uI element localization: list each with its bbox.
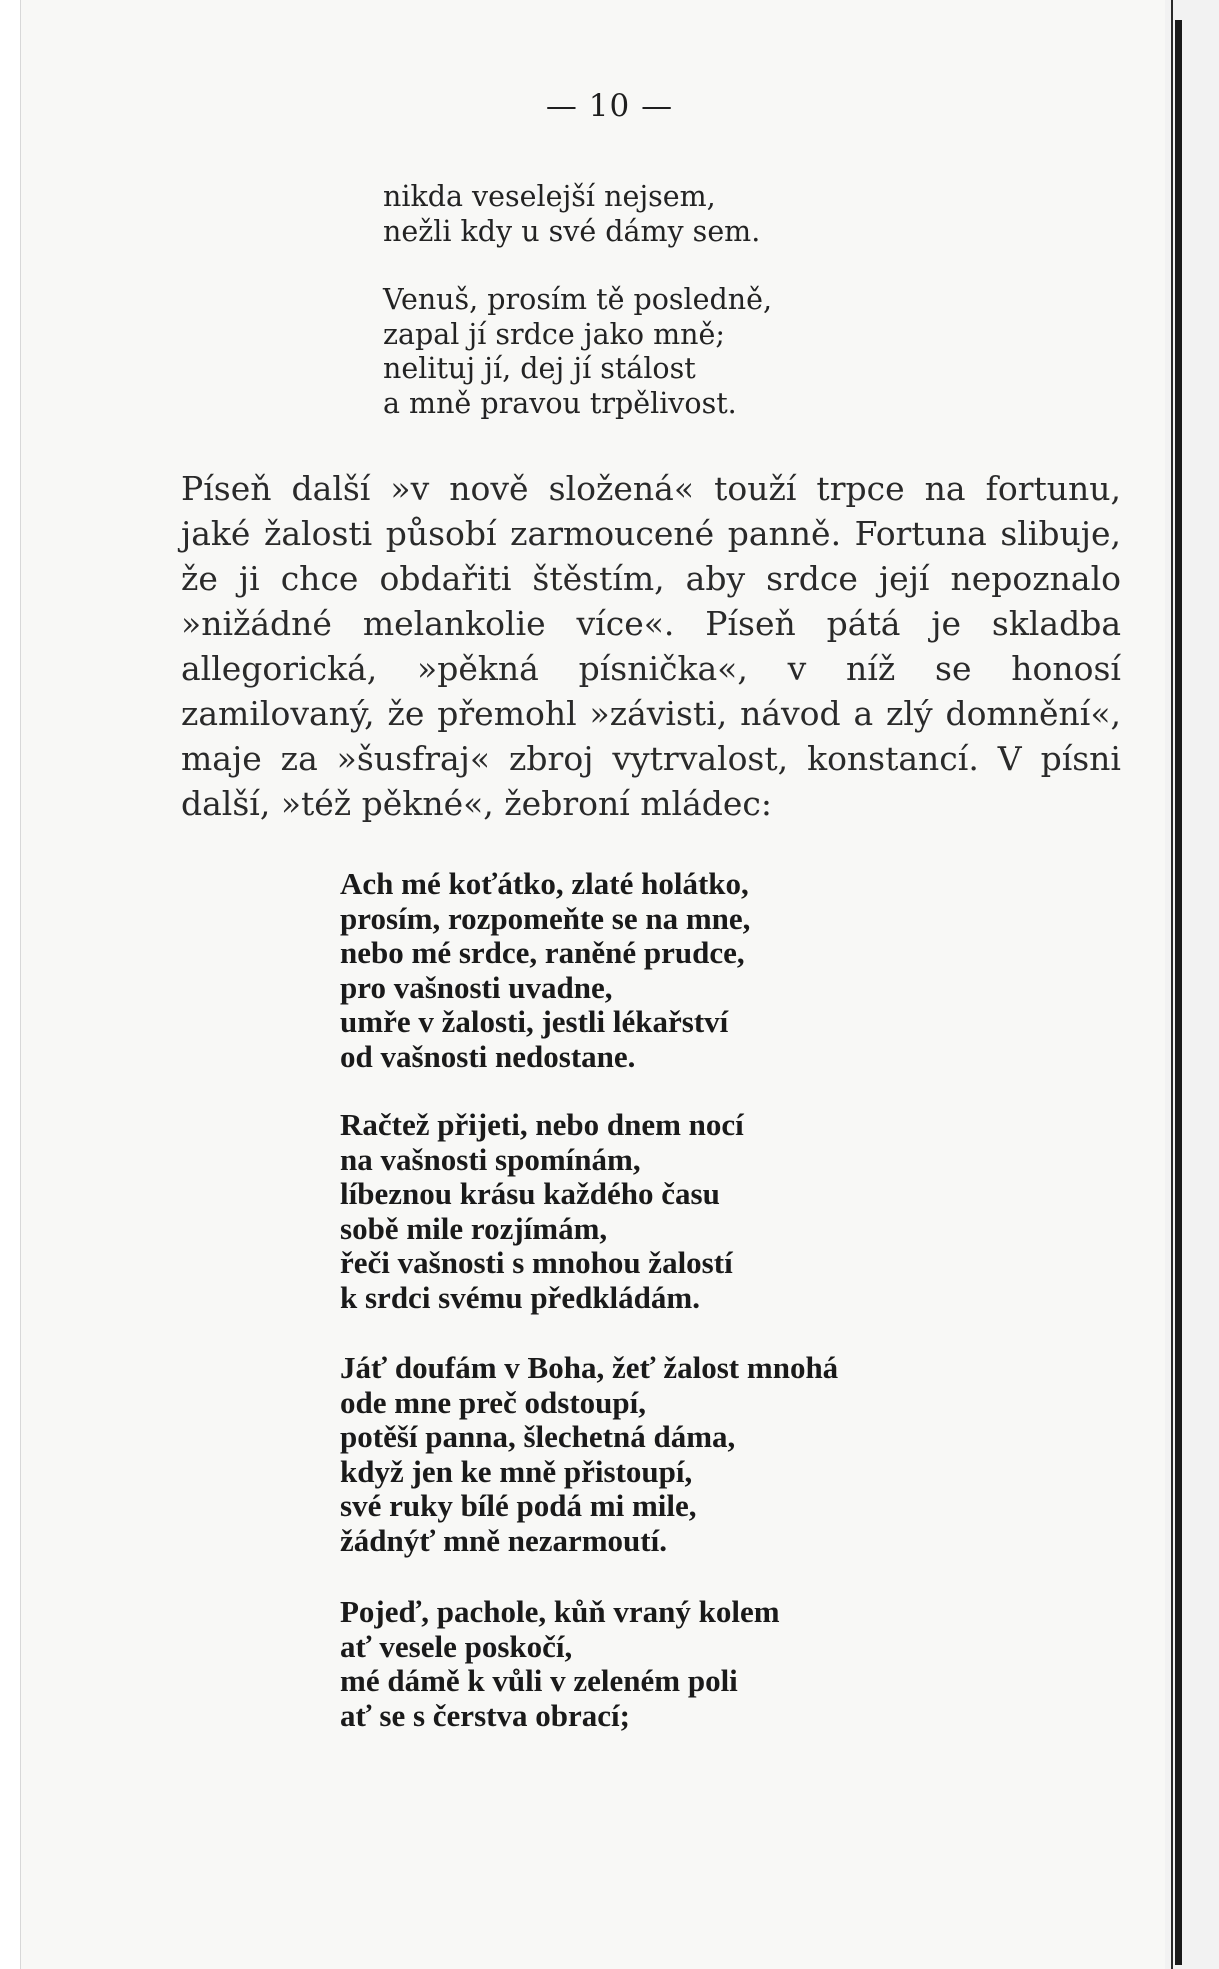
poem-line: Pojeď, pachole, kůň vraný kolem (340, 1594, 780, 1629)
page-number: — 10 — (545, 88, 674, 124)
poem-line: od vašnosti nedostane. (340, 1038, 636, 1074)
poem-line: prosím, rozpomeňte se na mne, (340, 900, 751, 936)
page-edge-shadow (1165, 0, 1219, 1969)
poem-line: žádnýť mně nezarmoutí. (340, 1522, 667, 1558)
poem-line: sobě mile rozjímám, (340, 1210, 608, 1246)
verse-opening-1 (383, 180, 760, 249)
poem-line: umře v žalosti, jestli lékařství (340, 1004, 729, 1040)
verse-line: a mně pravou trpělivost. (383, 386, 737, 420)
verse-line: zapal jí srdce jako mně; (383, 317, 725, 351)
verse-opening-2 (383, 283, 772, 421)
prose-paragraph: Píseň další »v nově složená« touží trpce na fortunu, jaké žalosti působí zarmoucené panně. Fortuna slibuje, že ji chce obdařiti štěstím, aby srdce její nepoznalo »nižádné melankolie více«. Píseň pátá je skladba allegorická, »pěkná písnička«, v níž se honosí zamilovaný, že přemohl »závisti, návod a zlý domnění«, maje za »šusfraj« zbroj vytrvalost, konstancí. V písni další, »též pěkné«, žebroní mládec: (181, 469, 1121, 823)
poem-line: ode mne preč odstoupí, (340, 1384, 647, 1420)
poem-line: mé dámě k vůli v zeleném poli (340, 1663, 738, 1699)
verse-line: nikda veselejší nejsem, (383, 180, 716, 213)
poem-line: řeči vašnosti s mnohou žalostí (340, 1245, 733, 1281)
poem-line: Račtež přijeti, nebo dnem nocí (340, 1107, 744, 1142)
poem-line: k srdci svému předkládám. (340, 1279, 700, 1315)
poem-line: když jen ke mně přistoupí, (340, 1453, 693, 1489)
poem-line: na vašnosti spomínám, (340, 1141, 641, 1177)
poem-line: ať vesele poskočí, (340, 1628, 573, 1664)
verse-line: Venuš, prosím tě posledně, (383, 283, 773, 316)
poem-stanza-3 (340, 1351, 838, 1559)
poem-line: Jáť doufám v Boha, žeť žalost mnohá (340, 1350, 839, 1385)
poem-stanza-1 (340, 867, 750, 1075)
verse-line: nelituj jí, dej jí stálost (383, 352, 696, 385)
poem-line: své ruky bílé podá mi mile, (340, 1488, 697, 1524)
poem-stanza-2 (340, 1108, 744, 1316)
poem-line: ať se s čerstva obrací; (340, 1697, 630, 1733)
binding-edge-thin (1171, 0, 1173, 1969)
poem-line: líbeznou krásu každého času (340, 1176, 720, 1212)
binding-edge (1175, 20, 1182, 1965)
poem-line: pro vašnosti uvadne, (340, 969, 613, 1005)
poem-stanza-4 (340, 1595, 780, 1733)
poem-line: Ach mé koťátko, zlaté holátko, (340, 866, 749, 901)
poem-line: nebo mé srdce, raněné prudce, (340, 935, 745, 971)
verse-line: nežli kdy u své dámy sem. (383, 214, 761, 248)
poem-line: potěší panna, šlechetná dáma, (340, 1419, 736, 1455)
